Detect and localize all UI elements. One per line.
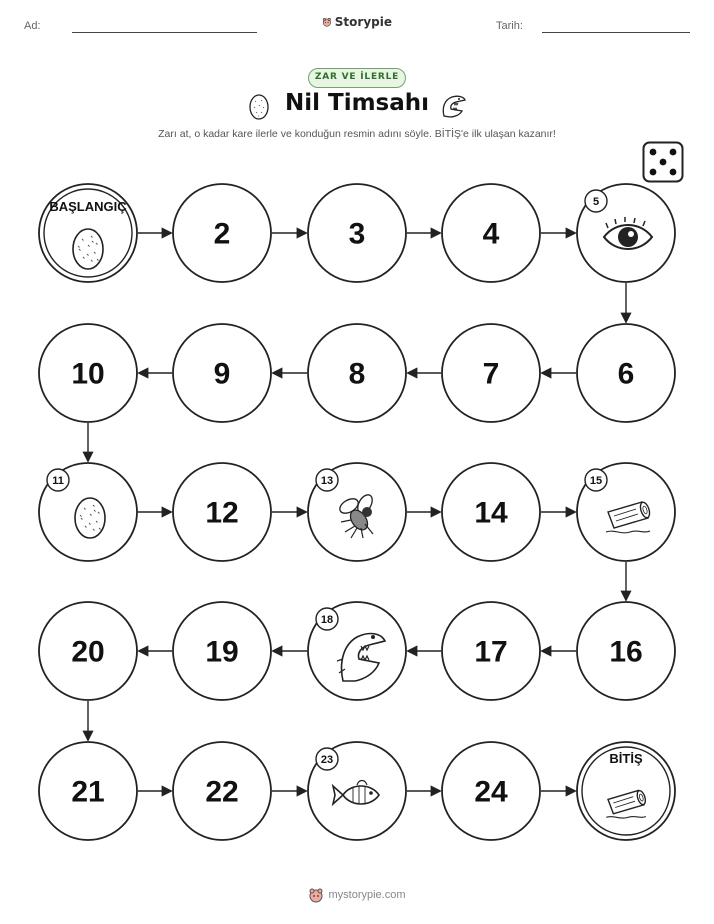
date-label: Tarih:	[496, 20, 523, 32]
space-number-badge	[316, 469, 338, 491]
space-number-badge	[585, 469, 607, 491]
space-number: 16	[609, 635, 643, 669]
space-number: 22	[205, 775, 239, 809]
board-space-4	[442, 184, 540, 282]
space-number: 6	[617, 357, 635, 391]
board-space-16	[577, 602, 675, 700]
board-space-13	[308, 463, 406, 561]
name-label: Ad:	[24, 20, 41, 32]
space-number: 20	[71, 635, 105, 669]
instructions-text: Zarı at, o kadar kare ilerle ve konduğun resmin adını söyle. BİTİŞ'e ilk ulaşan kazanır!	[158, 128, 556, 140]
space-number: 14	[474, 496, 508, 530]
game-type-tag: ZAR VE İLERLE	[308, 68, 406, 88]
space-number: 15	[589, 475, 603, 487]
board-space-7	[442, 324, 540, 422]
board-space-6	[577, 324, 675, 422]
storypie-mascot-icon	[308, 887, 324, 903]
space-number: 24	[474, 775, 508, 809]
finish-space	[577, 742, 675, 840]
board-space-21	[39, 742, 137, 840]
board-space-12	[173, 463, 271, 561]
board-space-18	[308, 602, 406, 700]
space-number: 7	[482, 357, 500, 391]
space-number: 19	[205, 635, 239, 669]
space-number: 12	[205, 496, 239, 530]
space-number-badge	[316, 608, 338, 630]
space-number: 10	[71, 357, 105, 391]
board-space-14	[442, 463, 540, 561]
space-number-badge	[316, 748, 338, 770]
space-number: 2	[213, 217, 231, 251]
footer	[0, 887, 714, 903]
start-space	[39, 184, 137, 282]
space-label: BİTİŞ	[609, 751, 643, 766]
space-number: 18	[320, 614, 334, 626]
space-number: 9	[213, 357, 231, 391]
space-number: 21	[71, 775, 105, 809]
board-space-19	[173, 602, 271, 700]
board-space-9	[173, 324, 271, 422]
board-space-11	[39, 463, 137, 561]
space-number: 5	[592, 196, 600, 208]
board-space-10	[39, 324, 137, 422]
board-space-5	[577, 184, 675, 282]
space-number: 4	[482, 217, 500, 251]
space-number: 17	[474, 635, 508, 669]
egg-icon	[73, 229, 103, 269]
space-number: 8	[348, 357, 366, 391]
board-space-8	[308, 324, 406, 422]
space-number: 11	[52, 475, 64, 487]
board-space-24	[442, 742, 540, 840]
board-space-20	[39, 602, 137, 700]
space-number: 13	[320, 475, 334, 487]
page-title: Nil Timsahı	[284, 90, 430, 116]
space-number-badge	[585, 190, 607, 212]
board-space-17	[442, 602, 540, 700]
brand-name: Storypie	[334, 15, 392, 29]
footer-url: mystorypie.com	[328, 889, 406, 901]
board-space-2	[173, 184, 271, 282]
space-label: BAŞLANGIÇ	[49, 199, 127, 214]
board-space-3	[308, 184, 406, 282]
space-number: 23	[320, 754, 334, 766]
board-space-23	[308, 742, 406, 840]
space-number-badge	[47, 469, 69, 491]
board-space-15	[577, 463, 675, 561]
board-space-22	[173, 742, 271, 840]
egg-icon	[75, 498, 105, 538]
space-number: 3	[348, 217, 366, 251]
